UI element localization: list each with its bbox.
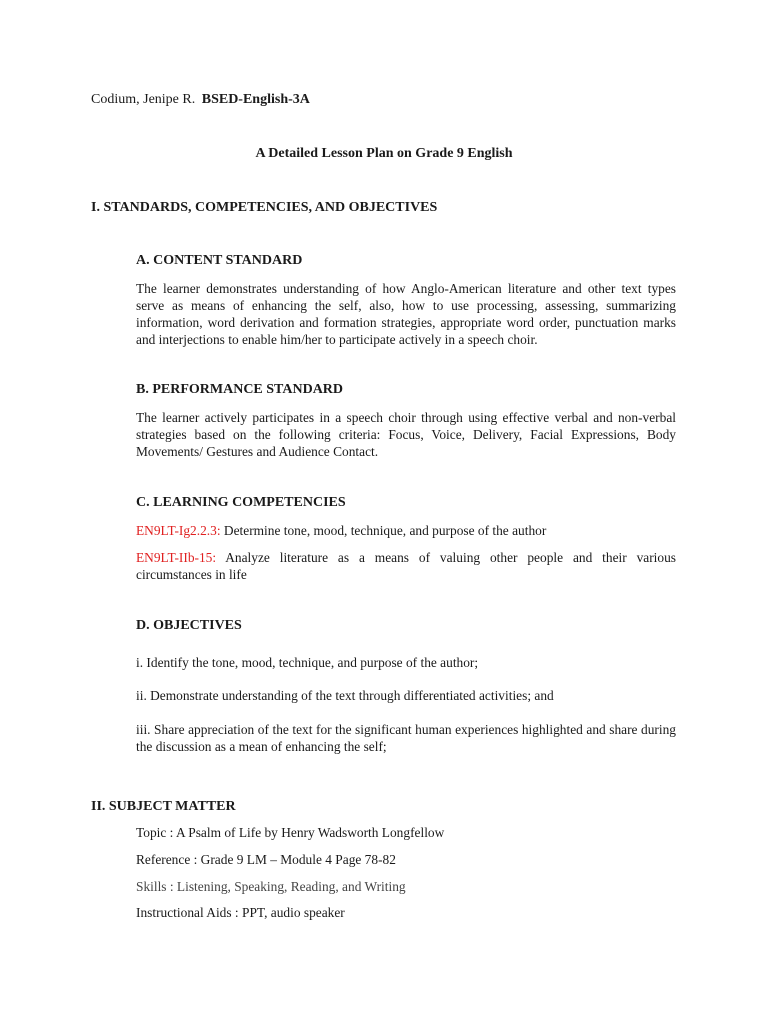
content-standard-heading: A. CONTENT STANDARD [136, 253, 303, 268]
course-code: BSED-English-3A [201, 92, 310, 107]
section-heading-standards: I. STANDARDS, COMPETENCIES, AND OBJECTIVES [91, 200, 438, 215]
subject-instructional-aids: Instructional Aids : PPT, audio speaker [136, 905, 345, 920]
objectives-heading: D. OBJECTIVES [136, 618, 242, 633]
subject-topic: Topic : A Psalm of Life by Henry Wadsworth Longfellow [136, 825, 445, 840]
objective-item: iii. Share appreciation of the text for the significant human experiences highlighted and share during the discussion as a mean of enhancing the self; [136, 722, 676, 754]
content-standard-text: The learner demonstrates understanding of how Anglo-American literature and other text types serve as means of enhancing the self, also, how to use processing, assessing, summarizing information, word derivation and formation strategies, appropriate word order, punctuation marks and interjections to enable him/her to participate actively in a speech choir. [136, 281, 676, 347]
competency-code: EN9LT-IIb-15: [136, 550, 217, 565]
competency-item [136, 522, 676, 539]
competency-text: Determine tone, mood, technique, and purpose of the author [220, 523, 547, 538]
competency-text: Analyze literature as a means of valuing other people and their various circumstances in life [136, 550, 676, 582]
competency-item [136, 549, 676, 583]
author-line [91, 92, 310, 108]
objective-item: ii. Demonstrate understanding of the text through differentiated activities; and [136, 688, 554, 703]
subject-reference: Reference : Grade 9 LM – Module 4 Page 78-82 [136, 852, 396, 867]
objective-item: i. Identify the tone, mood, technique, and purpose of the author; [136, 655, 479, 670]
author-name: Codium, Jenipe R. [91, 92, 196, 107]
section-heading-subject-matter: II. SUBJECT MATTER [91, 799, 236, 814]
document-title: A Detailed Lesson Plan on Grade 9 English [255, 146, 513, 161]
subject-skills: Skills : Listening, Speaking, Reading, and Writing [136, 879, 406, 894]
performance-standard-text: The learner actively participates in a speech choir through using effective verbal and non-verbal strategies based on the following criteria: Focus, Voice, Delivery, Facial Expressions, Body Movements/ Gestures and Audience Contact. [136, 410, 676, 459]
learning-competencies-heading: C. LEARNING COMPETENCIES [136, 495, 346, 510]
performance-standard-heading: B. PERFORMANCE STANDARD [136, 382, 344, 397]
competency-code: EN9LT-Ig2.2.3: [136, 523, 221, 538]
